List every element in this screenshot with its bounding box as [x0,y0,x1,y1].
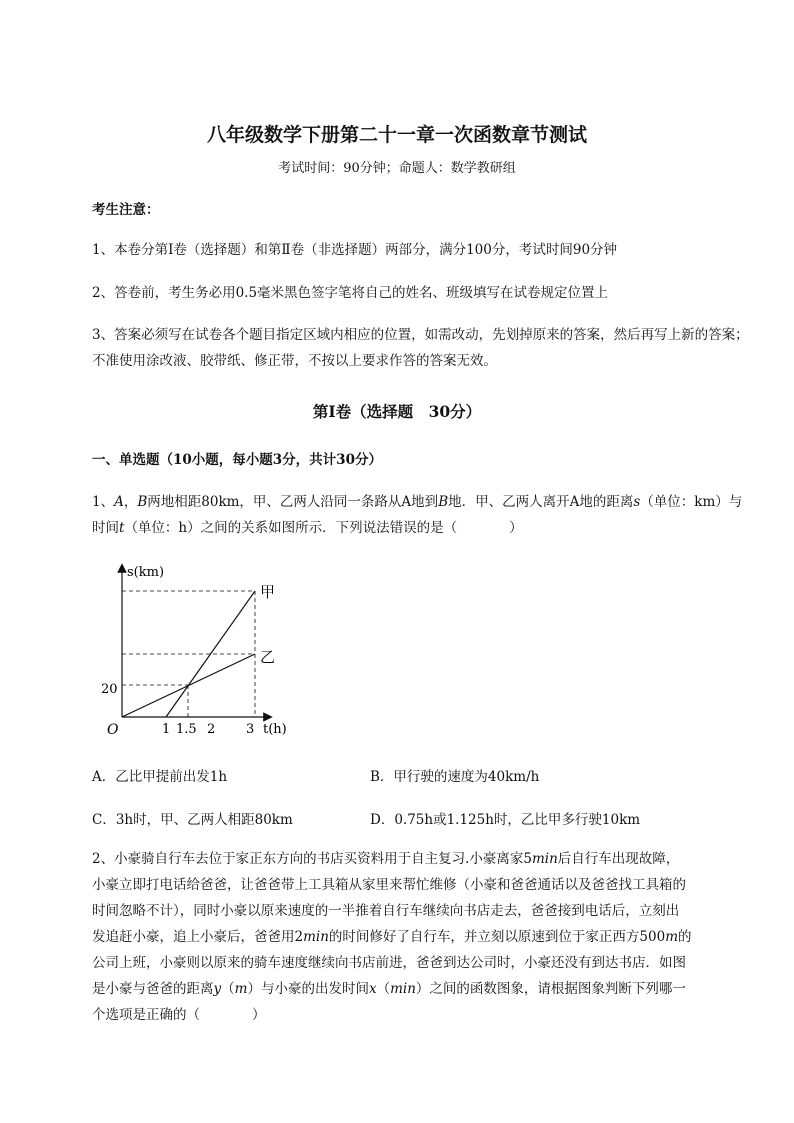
x-axis-label: t(h) [263,722,287,737]
y-axis-label: s(km) [127,565,165,580]
x-tick-1: 1 [162,722,171,737]
notice-heading: 考生注意： [92,202,160,218]
q1-option-c[interactable]: C．3h时，甲、乙两人相距80km [92,812,293,828]
question-1-stem: 1、A，B两地相距80km，甲、乙两人沿同一条路从A地到B地．甲、乙两人离开A地的距离s（单位：km）与时间t（单位：h）之间的关系如图所示．下列说法错误的是（ ） [92,494,743,536]
x-tick-2: 2 [207,722,216,737]
origin-label: O [107,722,119,738]
exam-info: 考试时间：90分钟；命题人：数学教研组 [278,161,516,176]
x-tick-1.5: 1.5 [176,722,197,737]
q1-option-d[interactable]: D．0.75h或1.125h时，乙比甲多行驶10km [370,812,641,828]
page-title: 八年级数学下册第二十一章一次函数章节测试 [206,124,587,146]
notice-item-2: 2、答卷前，考生务必用0.5毫米黑色签字笔将自己的姓名、班级填写在试卷规定位置上 [92,285,609,301]
q1-option-b[interactable]: B．甲行驶的速度为40km/h [370,769,540,785]
section-title: 第I卷（选择题 30分） [312,402,482,421]
part-heading: 一、单选题（10小题，每小题3分，共计30分） [92,452,382,468]
distance-time-graph [98,560,298,745]
q1-option-a[interactable]: A．乙比甲提前出发1h [92,769,228,785]
line-yi [122,654,255,717]
notice-item-3: 3、答案必须写在试卷各个题目指定区域内相应的位置，如需改动，先划掉原来的答案，然后再写上新的答案；不准使用涂改液、胶带纸、修正带，不按以上要求作答的答案无效。 [92,327,749,369]
x-tick-3: 3 [246,722,255,737]
label-jia: 甲 [260,583,276,601]
notice-item-1: 1、本卷分第I卷（选择题）和第Ⅱ卷（非选择题）两部分，满分100分，考试时间90分钟 [92,242,618,258]
y-tick-20: 20 [101,682,118,697]
label-yi: 乙 [260,648,276,666]
question-2-stem: 2、小豪骑自行车去位于家正东方向的书店买资料用于自主复习.小豪离家5min后自行车出现故障， 小豪立即打电话给爸爸，让爸爸带上工具箱从家里来帮忙维修（小豪和爸爸通话以及爸爸找工具箱的 时间忽略不计），同时小豪以原来速度的一半推着自行车继续向书店走去，爸爸接到电话后，立刻出 发追赶小豪，追上小豪后，爸爸用2min的时间修好了自行车，并立刻以原速到位于家正西方500m的 公司上班，小豪则以原来的骑车速度继续向书店前进，爸爸到达公司时，小豪还没有到达书店．如图 是小豪与爸爸的距离y（m）与小豪的出发时间x（min）之间的函数图象，请根据图象判断下列哪一 个选项是正确的（ ） [92,851,692,1023]
